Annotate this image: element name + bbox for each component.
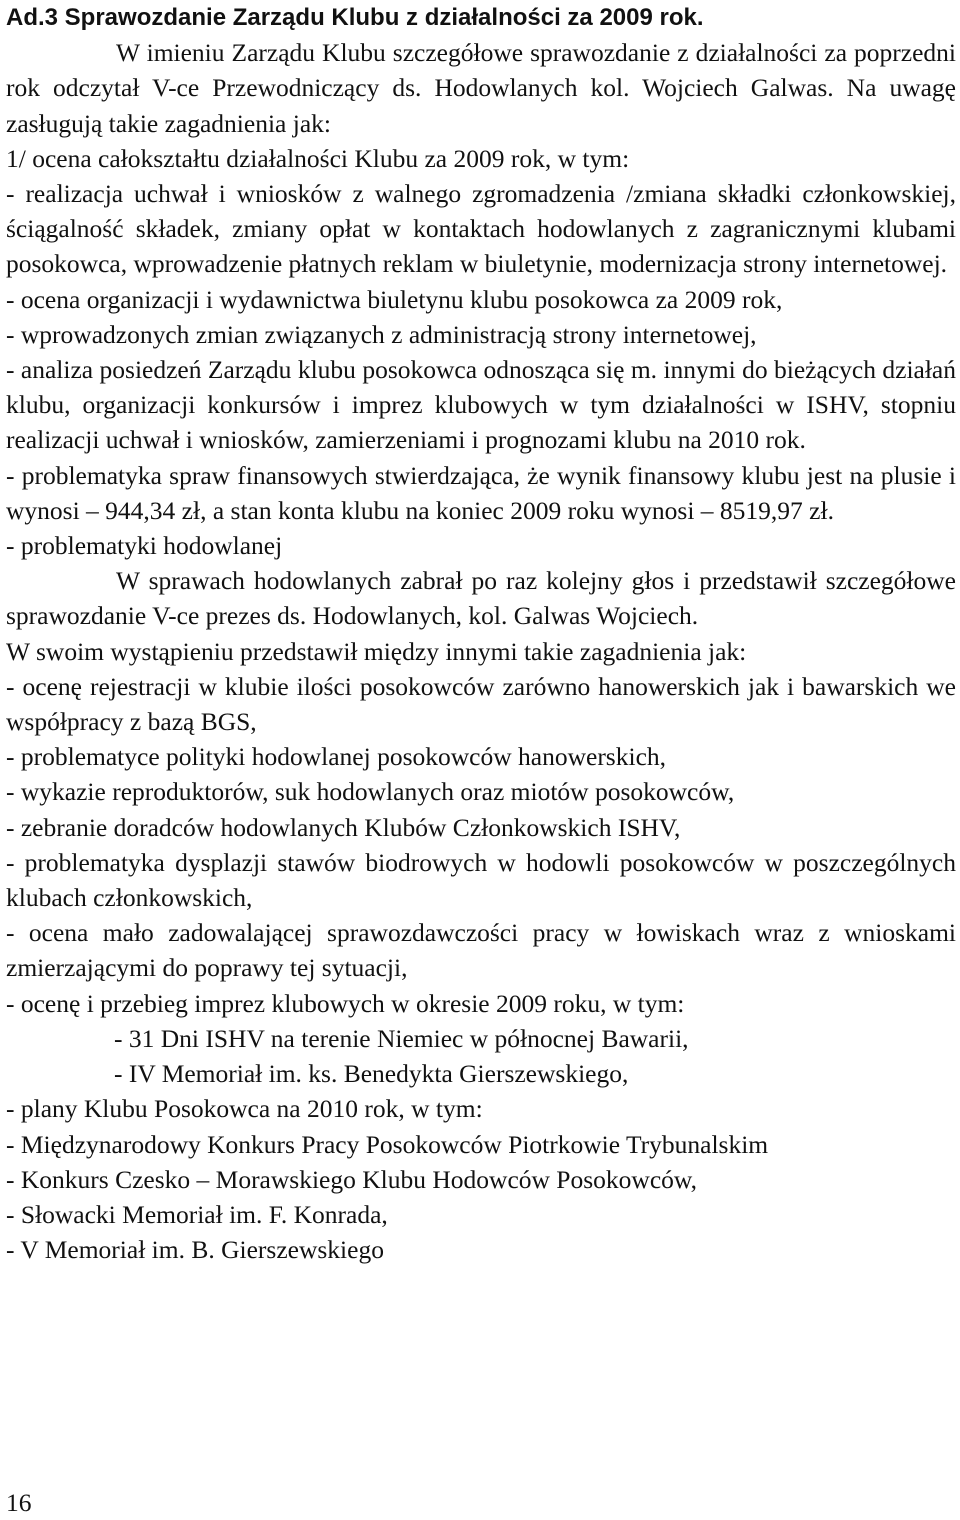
paragraph-resolutions: - realizacja uchwał i wniosków z walnego zgromadzenia /zmiana składki członkowskiej, ściągalność składek, zmiany opłat w kontaktach hodowlanych z zagranicznymi klubami posokowca, wprowadzenie płatnych reklam w biuletynie, modernizacja strony internetowej.	[6, 179, 956, 279]
paragraph-breeding-heading: - problematyki hodowlanej	[6, 531, 283, 561]
sub-item-ishv-days: - 31 Dni ISHV na terenie Niemiec w północnej Bawarii,	[114, 1023, 689, 1053]
list-item-reproducers: - wykazie reproduktorów, suk hodowlanych oraz miotów posokowców,	[6, 777, 735, 807]
list-item-registration: - ocenę rejestracji w klubie ilości posokowców zarówno hanowerskich jak i bawarskich we współpracy z bazą BGS,	[6, 671, 956, 737]
paragraph-board-meetings: - analiza posiedzeń Zarządu klubu posokowca odnosząca się m. innymi do bieżących działań klubu, organizacji konkursów i imprez klubowych w tym działalności w ISHV, stopniu realizacji uchwał i wniosków, zamierzeniami i prognozami klubu na 2010 rok.	[6, 355, 956, 455]
paragraph-speech-intro: W swoim wystąpieniu przedstawił między innymi takie zagadnienia jak:	[6, 636, 747, 666]
paragraph-breeding-report: W sprawach hodowlanych zabrał po raz kolejny głos i przedstawił szczegółowe sprawozdanie V-ce prezes ds. Hodowlanych, kol. Galwas Wojciech.	[6, 566, 956, 631]
list-item-breeding-policy: - problematyce polityki hodowlanej posokowców hanowerskich,	[6, 742, 667, 772]
paragraph-overall-assessment: 1/ ocena całokształtu działalności Klubu za 2009 rok, w tym:	[6, 143, 630, 173]
paragraph-bulletin: - ocena organizacji i wydawnictwa biuletynu klubu posokowca za 2009 rok,	[6, 284, 783, 314]
list-item-reporting: - ocena mało zadowalającej sprawozdawczości pracy w łowiskach wraz z wnioskami zmierzającymi do poprawy tej sytuacji,	[6, 918, 956, 983]
section-heading: Ad.3 Sprawozdanie Zarządu Klubu z działalności za 2009 rok.	[6, 4, 704, 31]
list-item-memorial-v: - V Memoriał im. B. Gierszewskiego	[6, 1235, 384, 1265]
list-item-czech-moravian-contest: - Konkurs Czesko – Morawskiego Klubu Hodowców Posokowców,	[6, 1164, 698, 1194]
list-item-dysplasia: - problematyka dysplazji stawów biodrowych w hodowli posokowców w poszczególnych klubach członkowskich,	[6, 847, 956, 913]
sub-item-memorial-iv: - IV Memoriał im. ks. Benedykta Gierszewskiego,	[114, 1059, 629, 1089]
paragraph-website: - wprowadzonych zmian związanych z administracją strony internetowej,	[6, 319, 757, 349]
list-item-international-contest: - Międzynarodowy Konkurs Pracy Posokowców Piotrkowie Trybunalskim	[6, 1129, 769, 1159]
list-item-events: - ocenę i przebieg imprez klubowych w okresie 2009 roku, w tym:	[6, 988, 685, 1018]
list-item-plans: - plany Klubu Posokowca na 2010 rok, w tym:	[6, 1094, 483, 1124]
paragraph-finances: - problematyka spraw finansowych stwierdzająca, że wynik finansowy klubu jest na plusie i wynosi – 944,34 zł, a stan konta klubu na koniec 2009 roku wynosi – 8519,97 zł.	[6, 460, 956, 525]
document-page	[6, 0, 956, 1267]
page-number: 16	[6, 1488, 32, 1517]
list-item-advisors: - zebranie doradców hodowlanych Klubów Członkowskich ISHV,	[6, 812, 681, 842]
list-item-slovak-memorial: - Słowacki Memoriał im. F. Konrada,	[6, 1199, 388, 1229]
paragraph-intro: W imieniu Zarządu Klubu szczegółowe sprawozdanie z działalności za poprzedni rok odczytał V-ce Przewodniczący ds. Hodowlanych kol. Wojciech Galwas. Na uwagę zasługują takie zagadnienia jak:	[6, 38, 956, 138]
